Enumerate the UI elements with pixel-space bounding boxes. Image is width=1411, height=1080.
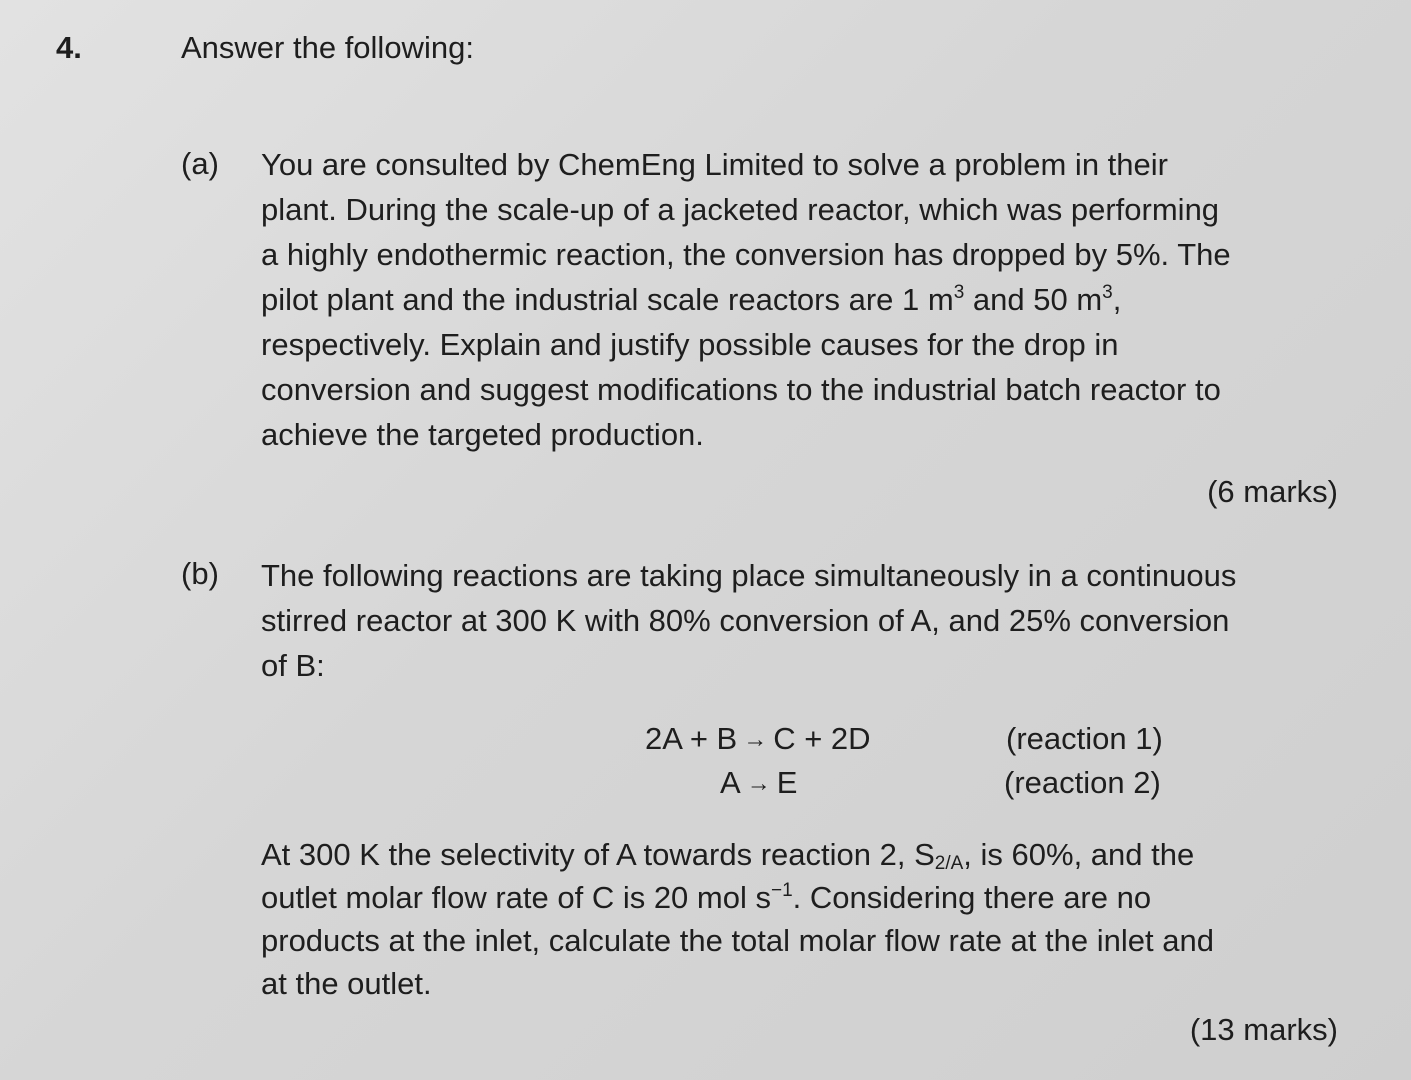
part-b-question-line-2: outlet molar flow rate of C is 20 mol $s^{-1}$. Considering there are no [261, 880, 1152, 915]
part-a-line-3: a highly endothermic reaction, the conversion has dropped by 5%. The [261, 237, 1231, 272]
part-a-line-1: You are consulted by ChemEng Limited to solve a problem in their [261, 147, 1168, 182]
part-b-intro-line-3: of B: [261, 648, 325, 683]
part-a-label: (a) [181, 146, 219, 181]
reaction-2-equation: A → E [720, 765, 798, 800]
question-heading: Answer the following: [181, 30, 474, 65]
part-a-marks: (6 marks) [1207, 474, 1338, 509]
part-b-marks: (13 marks) [1189, 1012, 1338, 1047]
part-a-line-5: respectively. Explain and justify possible causes for the drop in [261, 327, 1119, 362]
part-a-line-4: pilot plant and the industrial scale reactors are 1 $m^3$ and 50 $m^3$, [261, 282, 1122, 317]
part-a-text [261, 142, 1341, 457]
part-b-label: (b) [181, 556, 219, 591]
question-number: 4. [56, 30, 82, 65]
part-b-question-line-4: at the outlet. [261, 966, 432, 1001]
part-b-intro-line-2: stirred reactor at 300 K with 80% conversion of A, and 25% conversion [261, 603, 1230, 638]
part-b-intro [261, 553, 1341, 688]
part-b-question-line-1: At 300 K the selectivity of A towards reaction 2, $S_{2/A}$, is 60%, and the [261, 837, 1195, 874]
part-b-question [261, 833, 1341, 1005]
part-a-line-6: conversion and suggest modifications to the industrial batch reactor to [261, 372, 1221, 407]
part-b-intro-line-1: The following reactions are taking place simultaneously in a continuous [261, 558, 1237, 593]
part-a-line-2: plant. During the scale-up of a jacketed reactor, which was performing [261, 192, 1220, 227]
part-b-question-line-3: products at the inlet, calculate the total molar flow rate at the inlet and [261, 923, 1214, 958]
reaction-2-label: (reaction 2) [1004, 765, 1161, 800]
reaction-1-equation: 2A + B → C + 2D [645, 721, 871, 756]
part-a-line-7: achieve the targeted production. [261, 417, 704, 452]
reaction-1-label: (reaction 1) [1006, 721, 1163, 756]
